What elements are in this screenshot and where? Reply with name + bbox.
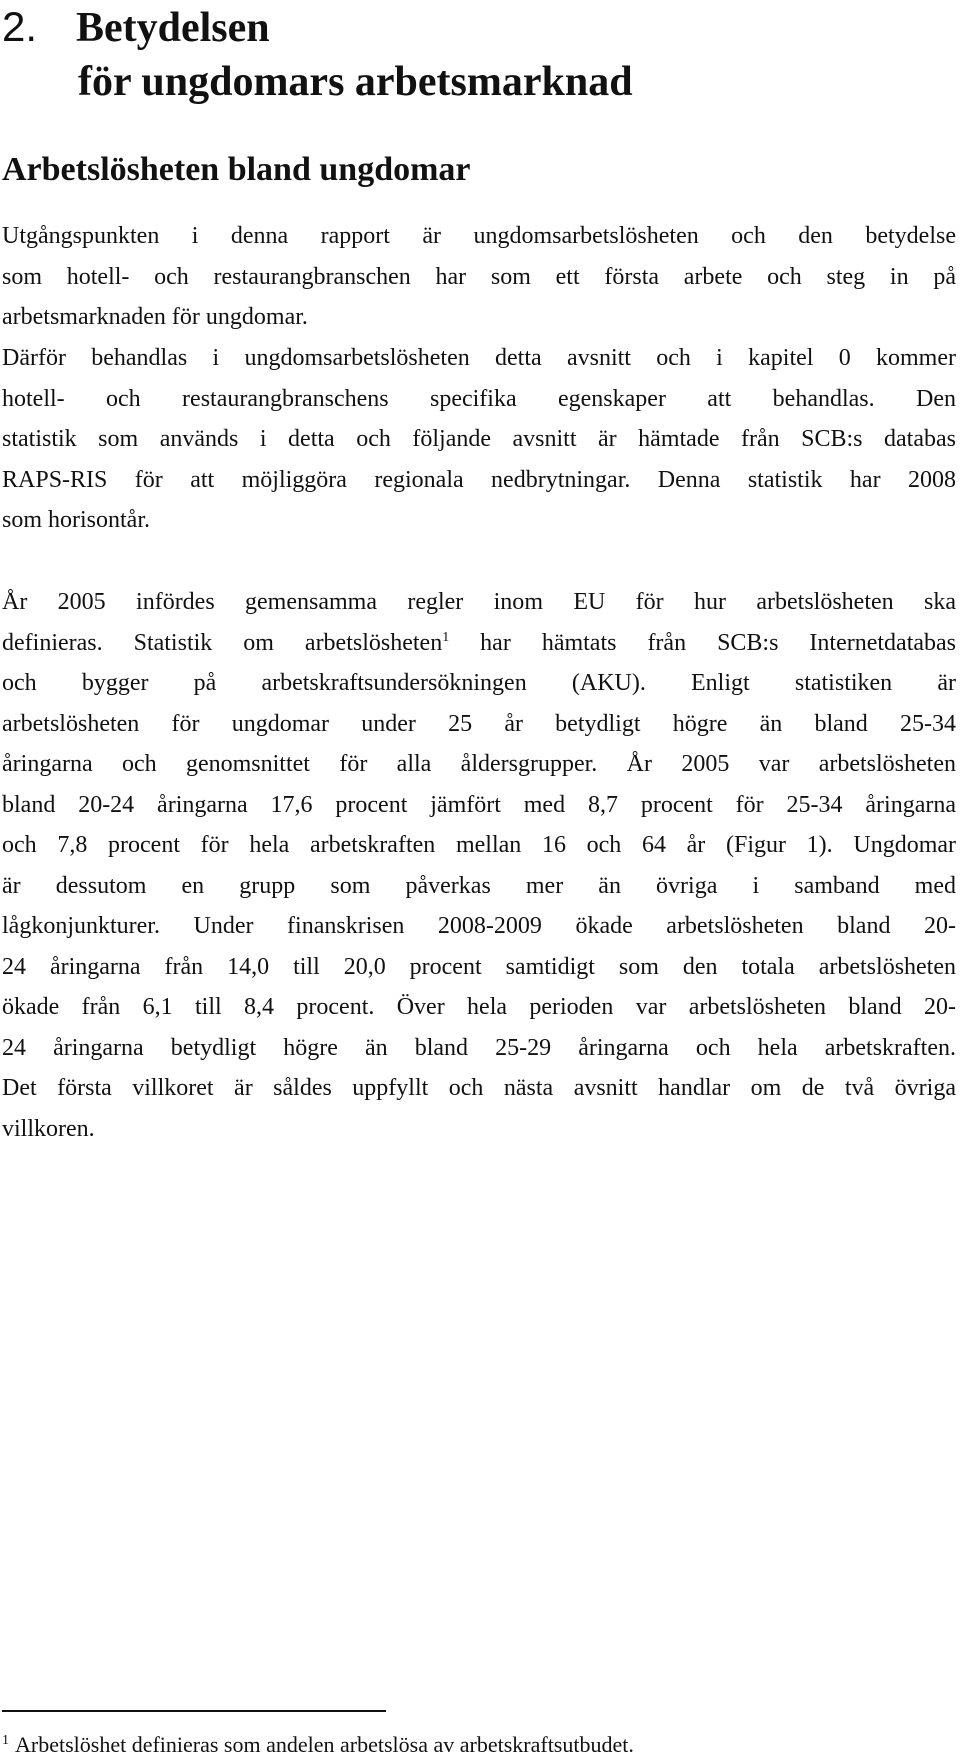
text-line: arbetslösheten för ungdomar under 25 år betydligt högre än bland 25-34	[2, 710, 956, 737]
chapter-title-line2: för ungdomars arbetsmarknad	[78, 59, 633, 105]
chapter-number: 2.	[2, 3, 38, 50]
text-line: RAPS-RIS för att möjliggöra regionala nedbrytningar. Denna statistik har 2008	[2, 466, 956, 493]
text-line: Därför behandlas i ungdomsarbetslösheten detta avsnitt och i kapitel 0 kommer	[2, 345, 956, 371]
text-line: och 7,8 procent för hela arbetskraften mellan 16 och 64 år (Figur 1). Ungdomar	[2, 832, 956, 858]
text-line: villkoren.	[2, 1115, 95, 1142]
text-line: och bygger på arbetskraftsundersökningen (AKU). Enligt statistiken är	[2, 670, 956, 696]
text-line: hotell- och restaurangbranschens specifika egenskaper att behandlas. Den	[2, 385, 956, 412]
paragraph-intro	[2, 216, 956, 338]
paragraph-statistics-source	[2, 338, 956, 541]
text-line: lågkonjunkturer. Under finanskrisen 2008-2009 ökade arbetslösheten bland 20-	[2, 913, 956, 939]
text-line: åringarna och genomsnittet för alla åldersgrupper. År 2005 var arbetslösheten	[2, 751, 956, 777]
text-segment: definieras. Statistik om arbetslösheten	[2, 629, 443, 656]
footnote	[2, 1730, 634, 1760]
text-line: År 2005 infördes gemensamma regler inom EU för hur arbetslösheten ska	[2, 589, 956, 615]
section-title: Arbetslösheten bland ungdomar	[2, 151, 471, 188]
footnote-text: Arbetslöshet definieras som andelen arbetslösa av arbetskraftsutbudet.	[15, 1732, 634, 1757]
text-line: statistik som används i detta och följande avsnitt är hämtade från SCB:s databas	[2, 426, 956, 452]
text-line: som horisontår.	[2, 507, 150, 533]
text-line-with-footnote	[2, 623, 956, 664]
text-line: 24 åringarna betydligt högre än bland 25-29 åringarna och hela arbetskraften.	[2, 1034, 956, 1061]
text-segment: har hämtats från SCB:s Internetdatabas	[449, 629, 957, 656]
chapter-title-line1: Betydelsen	[76, 5, 270, 51]
footnote-reference[interactable]: 1	[442, 629, 450, 645]
text-line: som hotell- och restaurangbranschen har som ett första arbete och steg in på	[2, 263, 956, 290]
text-line: Utgångspunkten i denna rapport är ungdomsarbetslösheten och den betydelse	[2, 223, 956, 249]
text-line: bland 20-24 åringarna 17,6 procent jämfört med 8,7 procent för 25-34 åringarna	[2, 791, 956, 818]
footnote-divider	[2, 1710, 386, 1712]
footnote-marker: 1	[2, 1732, 9, 1748]
chapter-title	[2, 0, 633, 109]
text-line: är dessutom en grupp som påverkas mer än övriga i samband med	[2, 872, 956, 899]
text-line: arbetsmarknaden för ungdomar.	[2, 304, 308, 330]
text-line: Det första villkoret är såldes uppfyllt och nästa avsnitt handlar om de två övriga	[2, 1075, 956, 1101]
text-line: ökade från 6,1 till 8,4 procent. Över hela perioden var arbetslösheten bland 20-	[2, 994, 956, 1020]
paragraph-unemployment	[2, 582, 956, 1149]
text-line: 24 åringarna från 14,0 till 20,0 procent samtidigt som den totala arbetslösheten	[2, 953, 956, 980]
